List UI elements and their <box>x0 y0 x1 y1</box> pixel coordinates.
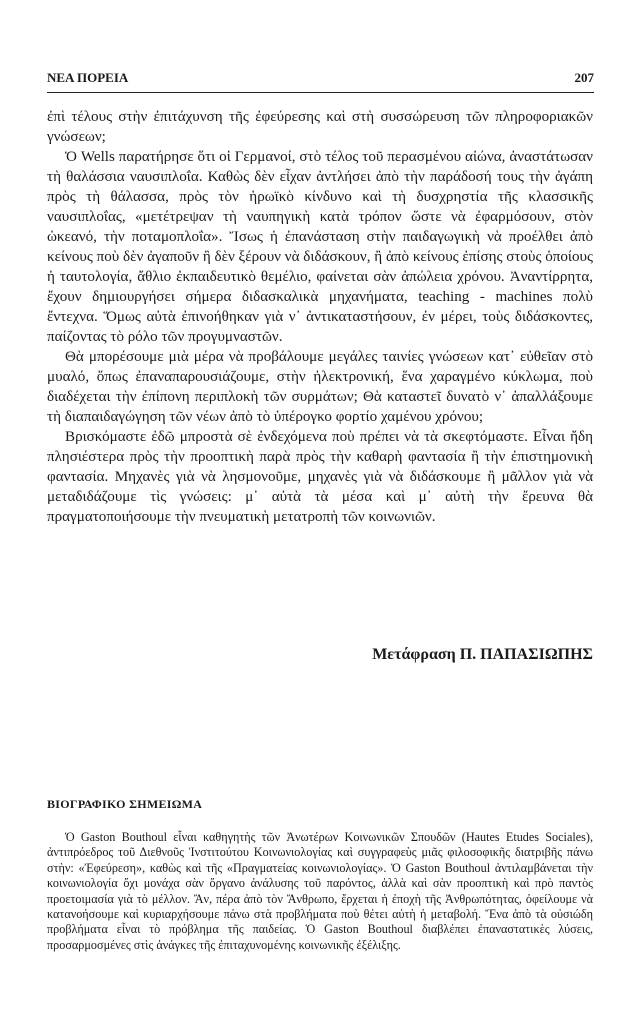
translator-signature: Μετάφραση Π. ΠΑΠΑΣΙΩΠΗΣ <box>372 646 593 663</box>
header-rule <box>47 92 594 93</box>
journal-title: ΝΕΑ ΠΟΡΕΙΑ <box>47 70 129 85</box>
bio-note <box>47 830 593 953</box>
paragraph: ἐπὶ τέλους στὴν ἐπιτάχυνση τῆς ἐφεύρεσης καὶ στὴ συσσώρευση τῶν πληροφοριακῶν γνώσεων; <box>47 109 593 145</box>
running-header <box>47 70 594 86</box>
article-body <box>47 107 593 527</box>
bio-heading: ΒΙΟΓΡΑΦΙΚΟ ΣΗΜΕΙΩΜΑ <box>47 797 203 811</box>
page-number: 207 <box>574 70 594 85</box>
paragraph: Βρισκόμαστε ἐδῶ μπροστὰ σὲ ἐνδεχόμενα ποὺ πρέπει νὰ τὰ σκεφτόμαστε. Εἶναι ἤδη πλησιέστερα πρὸς τὴν προοπτικὴ παρὰ πρὸς τὴν καθαρὴ φαντασία ἢ τὴν ἐπιστημονικὴ φαντασία. Μηχανὲς γιὰ νὰ λησμονοῦμε, μηχανὲς γιὰ νὰ διδάσκουμε ἢ μᾶλλον γιὰ νὰ μεταδιδάζουμε τὶς γνώσεις: μ᾿ αὐτὰ τὰ μέσα καὶ μ᾿ αὐτὴ τὴν ἔρευνα θὰ πραγματοποιήσουμε τὴν πνευματικὴ μετατροπὴ τῶν κοινωνιῶν. <box>47 429 593 525</box>
bio-text: Ὁ Gaston Bouthoul εἶναι καθηγητὴς τῶν Ἀνωτέρων Κοινωνικῶν Σπουδῶν (Hautes Etudes Sociales), ἀντιπρόεδρος τοῦ Διεθνοῦς Ἰνστιτούτου Κοινωνιολογίας καὶ συγγραφεὺς μιᾶς φιλοσοφικῆς διατριβῆς πάνω στὴν: «Ἐφεύρεση», καθὼς καὶ τῆς «Πραγματείας κοινωνιολογίας». Ὁ Gaston Bouthoul ἀντιλαμβάνεται τὴν κοινωνιολογία ὄχι μονάχα σὰν ὄργανο ἀνάλυσης τοῦ παρόντος, ἀλλὰ καὶ σὰν προοπτικὴ καὶ πρὸ παντὸς προετοιμασία γιὰ τὸ μέλλον. Ἄν, πέρα ἀπὸ τὸν Ἄνθρωπο, ἔρχεται ἡ ἐποχὴ τῆς Ἀνθρωπότητας, ὀφείλουμε νὰ κατανοήσουμε καὶ κυριαρχήσουμε πάνω στὰ προβλήματα ποὺ θέτει αὐτὴ ἡ μεταβολή. Ἕνα ἀπὸ τὰ οὐσιώδη προβλήματα εἶναι τὸ πρόβλημα τῆς παιδείας. Ὁ Gaston Bouthoul διαβλέπει ἐπαναστατικὲς λύσεις, προσαρμοσμένες στὶς ἀνάγκες τῆς ἐπιταχυνομένης κοινωνικῆς ἐξέλιξης. <box>47 830 593 952</box>
paragraph: Θὰ μπορέσουμε μιὰ μέρα νὰ προβάλουμε μεγάλες ταινίες γνώσεων κατ᾿ εὐθεῖαν στὸ μυαλό, ὅπως ἐπαναπαρουσιάζουμε, στὴν ἠλεκτρονική, ἕνα χαραγμένο κύκλωμα, ποὺ διαδέχεται τὴν ἐπίπονη περιπλοκὴ τῶν συρμάτων; Θὰ καταστεῖ δυνατὸ ν᾿ ἀπαλλάξουμε τὴ διαπαιδαγώγηση τῶν νέων ἀπὸ τὸ ὑπέρογκο φορτίο χαμένου χρόνου; <box>47 349 593 425</box>
paragraph: Ὁ Wells παρατήρησε ὅτι οἱ Γερμανοί, στὸ τέλος τοῦ περασμένου αἰώνα, ἀναστάτωσαν τὴ θαλάσσια ναυσιπλοΐα. Καθὼς δὲν εἶχαν ἀντλήσει ἀπὸ τὴν παράδοσή τους τὴν ἀγάπη πρὸς τὴ θάλασσα, πρὸς τὸν ἡρωϊκὸ κίνδυνο καὶ τὴ δυσχρηστία τῆς κλασσικῆς ναυσιπλοΐας, «μετέτρεψαν τὴ ναυπηγικὴ κατὰ τρόπον ὥστε νὰ ἐφαρμόσουν, στὸν ὠκεανό, τὴν ποταμοπλοΐα». Ἴσως ἡ ἐπανάσταση στὴν παιδαγωγικὴ νὰ προέλθει ἀπὸ κείνους ποὺ δὲν ἀγαποῦν ἢ δὲν ξέρουν νὰ διδάσκουν, ἢ ἀπὸ κείνους ἐπίσης στοὺς ὁποίους ἡ ταυτολογία, ἄθλιο ἐκπαιδευτικὸ θεμέλιο, φαίνεται σὰν ἀπώλεια χρόνου. Ἀναντίρρητα, ἔχουν δημιουργήσει σήμερα διδασκαλικὰ μηχανήματα, teaching - machines πολὺ ἔντεχνα. Ὅμως αὐτὰ ἐπινοήθηκαν γιὰ ν᾿ ἀντικαταστήσουν, ἐν μέρει, τοὺς διδάσκοντες, παίζοντας τὸ ρόλο τῶν προγυμναστῶν. <box>47 149 593 345</box>
